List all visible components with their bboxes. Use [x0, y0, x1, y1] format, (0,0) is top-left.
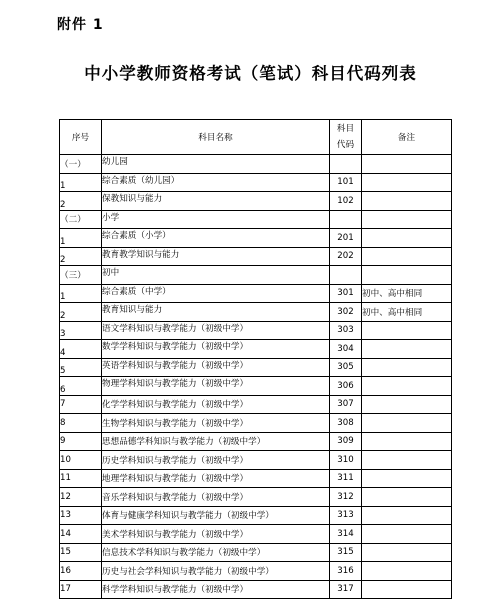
- row-subject-name: 历史与社会学科知识与教学能力（初级中学）: [102, 562, 330, 581]
- row-subject-name: 体育与健康学科知识与教学能力（初级中学）: [102, 506, 330, 525]
- table-row: [60, 414, 452, 433]
- row-subject-code: 102: [330, 192, 362, 211]
- row-seq: 2: [60, 303, 102, 322]
- row-seq: 11: [60, 469, 102, 488]
- row-subject-code: [330, 155, 362, 174]
- row-seq: 1: [60, 284, 102, 303]
- row-subject-name: 音乐学科知识与教学能力（初级中学）: [102, 488, 330, 507]
- table-row: [60, 562, 452, 581]
- row-note: [362, 525, 452, 544]
- row-subject-code: 314: [330, 525, 362, 544]
- row-seq: 2: [60, 192, 102, 211]
- row-subject-name: 地理学科知识与教学能力（初级中学）: [102, 469, 330, 488]
- row-seq: 5: [60, 358, 102, 377]
- row-note: [362, 210, 452, 229]
- row-note: [362, 543, 452, 562]
- row-subject-code: [330, 210, 362, 229]
- row-seq: 15: [60, 543, 102, 562]
- row-subject-code: 306: [330, 377, 362, 396]
- row-subject-name: 综合素质（幼儿园）: [102, 173, 330, 192]
- row-note: [362, 414, 452, 433]
- row-note: [362, 469, 452, 488]
- row-note: [362, 358, 452, 377]
- row-note: [362, 266, 452, 285]
- row-note: [362, 229, 452, 248]
- header-code-line1: 科目: [336, 124, 355, 134]
- row-subject-code: 301: [330, 284, 362, 303]
- table-row: [60, 247, 452, 266]
- row-subject-name: 初中: [102, 266, 330, 285]
- row-subject-code: 315: [330, 543, 362, 562]
- row-subject-name: 生物学科知识与教学能力（初级中学）: [102, 414, 330, 433]
- row-note: [362, 395, 452, 414]
- row-subject-name: 数学学科知识与教学能力（初级中学）: [102, 340, 330, 359]
- table-section-row: [60, 210, 452, 229]
- header-seq: 序号: [60, 120, 102, 155]
- row-subject-name: 保教知识与能力: [102, 192, 330, 211]
- row-seq: 13: [60, 506, 102, 525]
- table-row: [60, 377, 452, 396]
- row-seq: （三）: [60, 266, 102, 285]
- row-note: [362, 451, 452, 470]
- row-note: [362, 432, 452, 451]
- row-subject-code: 202: [330, 247, 362, 266]
- row-subject-code: 311: [330, 469, 362, 488]
- row-subject-name: 美术学科知识与教学能力（初级中学）: [102, 525, 330, 544]
- table-row: [60, 358, 452, 377]
- row-subject-name: 思想品德学科知识与教学能力（初级中学）: [102, 432, 330, 451]
- table-header-row: [60, 120, 452, 155]
- row-subject-code: 308: [330, 414, 362, 433]
- row-note: [362, 192, 452, 211]
- row-subject-name: 教育知识与能力: [102, 303, 330, 322]
- row-subject-code: 316: [330, 562, 362, 581]
- row-subject-code: 302: [330, 303, 362, 322]
- table-row: [60, 321, 452, 340]
- table-row: [60, 192, 452, 211]
- row-seq: 3: [60, 321, 102, 340]
- row-seq: 4: [60, 340, 102, 359]
- row-subject-name: 历史学科知识与教学能力（初级中学）: [102, 451, 330, 470]
- row-note: [362, 488, 452, 507]
- row-seq: 17: [60, 580, 102, 599]
- row-subject-name: 综合素质（中学）: [102, 284, 330, 303]
- table-row: [60, 469, 452, 488]
- table-row: [60, 488, 452, 507]
- row-seq: 6: [60, 377, 102, 396]
- row-seq: 1: [60, 173, 102, 192]
- row-subject-code: 313: [330, 506, 362, 525]
- page-title: 中小学教师资格考试（笔试）科目代码列表: [84, 64, 417, 83]
- row-seq: 12: [60, 488, 102, 507]
- row-subject-name: 物理学科知识与教学能力（初级中学）: [102, 377, 330, 396]
- row-subject-code: 101: [330, 173, 362, 192]
- row-seq: 10: [60, 451, 102, 470]
- header-note: 备注: [362, 120, 452, 155]
- row-subject-name: 幼儿园: [102, 155, 330, 174]
- row-seq: （二）: [60, 210, 102, 229]
- row-note: [362, 321, 452, 340]
- table-row: [60, 506, 452, 525]
- row-seq: 8: [60, 414, 102, 433]
- table-row: [60, 451, 452, 470]
- row-subject-name: 信息技术学科知识与教学能力（初级中学）: [102, 543, 330, 562]
- row-subject-code: 307: [330, 395, 362, 414]
- row-subject-name: 语文学科知识与教学能力（初级中学）: [102, 321, 330, 340]
- row-subject-name: 综合素质（小学）: [102, 229, 330, 248]
- row-subject-code: 310: [330, 451, 362, 470]
- row-subject-name: 科学学科知识与教学能力（初级中学）: [102, 580, 330, 599]
- row-note: 初中、高中相同: [362, 284, 452, 303]
- table-section-row: [60, 266, 452, 285]
- row-subject-name: 化学学科知识与教学能力（初级中学）: [102, 395, 330, 414]
- row-subject-name: 英语学科知识与教学能力（初级中学）: [102, 358, 330, 377]
- row-subject-code: 317: [330, 580, 362, 599]
- row-subject-code: 305: [330, 358, 362, 377]
- row-note: [362, 173, 452, 192]
- row-subject-code: 201: [330, 229, 362, 248]
- row-note: [362, 506, 452, 525]
- header-code-line2: 代码: [336, 140, 355, 150]
- row-note: [362, 580, 452, 599]
- row-subject-code: 309: [330, 432, 362, 451]
- table-row: [60, 580, 452, 599]
- row-note: [362, 562, 452, 581]
- header-code: [330, 120, 362, 155]
- row-note: [362, 377, 452, 396]
- row-note: 初中、高中相同: [362, 303, 452, 322]
- table-row: [60, 340, 452, 359]
- row-note: [362, 247, 452, 266]
- table-row: [60, 543, 452, 562]
- row-note: [362, 340, 452, 359]
- row-seq: 14: [60, 525, 102, 544]
- row-seq: 1: [60, 229, 102, 248]
- row-subject-name: 教育教学知识与能力: [102, 247, 330, 266]
- table-row: [60, 303, 452, 322]
- row-subject-code: 312: [330, 488, 362, 507]
- row-seq: 9: [60, 432, 102, 451]
- subject-code-table: [59, 119, 452, 599]
- row-subject-code: [330, 266, 362, 285]
- row-seq: （一）: [60, 155, 102, 174]
- table-row: [60, 395, 452, 414]
- row-note: [362, 155, 452, 174]
- attachment-label: 附件 1: [57, 17, 104, 33]
- table-row: [60, 229, 452, 248]
- table-row: [60, 525, 452, 544]
- table-row: [60, 432, 452, 451]
- row-seq: 7: [60, 395, 102, 414]
- table-section-row: [60, 155, 452, 174]
- row-seq: 16: [60, 562, 102, 581]
- row-seq: 2: [60, 247, 102, 266]
- table-row: [60, 284, 452, 303]
- header-name: 科目名称: [102, 120, 330, 155]
- row-subject-name: 小学: [102, 210, 330, 229]
- table-row: [60, 173, 452, 192]
- row-subject-code: 303: [330, 321, 362, 340]
- row-subject-code: 304: [330, 340, 362, 359]
